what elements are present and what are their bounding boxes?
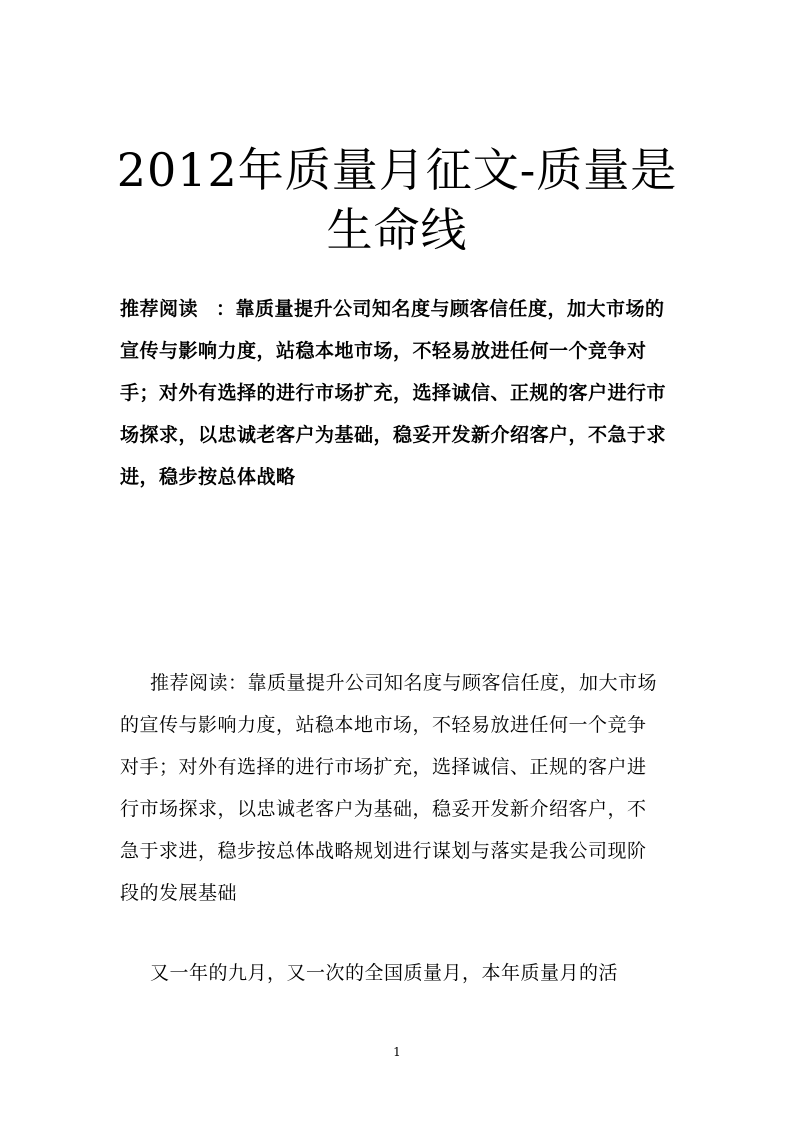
page-number: 1 (393, 1045, 401, 1059)
document-title: 2012年质量月征文-质量是生命线 (116, 143, 678, 257)
summary-label: 推荐阅读 (120, 298, 199, 320)
summary-text: ：靠质量提升公司知名度与顾客信任度，加大市场的宣传与影响力度，站稳本地市场，不轻易放进任何一个竞争对手；对外有选择的进行市场扩充，选择诚信、正规的客户进行市场探求，以忠诚老客户为基础，稳妥开发新介绍客户，不急于求进，稳步按总体战略 (120, 298, 667, 488)
summary-paragraph (120, 288, 680, 498)
body-paragraph-2: 又一年的九月，又一次的全国质量月，本年质量月的活 (150, 962, 619, 984)
body-paragraph-1: 推荐阅读：靠质量提升公司知名度与顾客信任度，加大市场的宣传与影响力度，站稳本地市场，不轻易放进任何一个竞争对手；对外有选择的进行市场扩充，选择诚信、正规的客户进行市场探求，以忠诚老客户为基础，稳妥开发新介绍客户，不急于求进，稳步按总体战略规划进行谋划与落实是我公司现阶段的发展基础 (120, 672, 658, 904)
